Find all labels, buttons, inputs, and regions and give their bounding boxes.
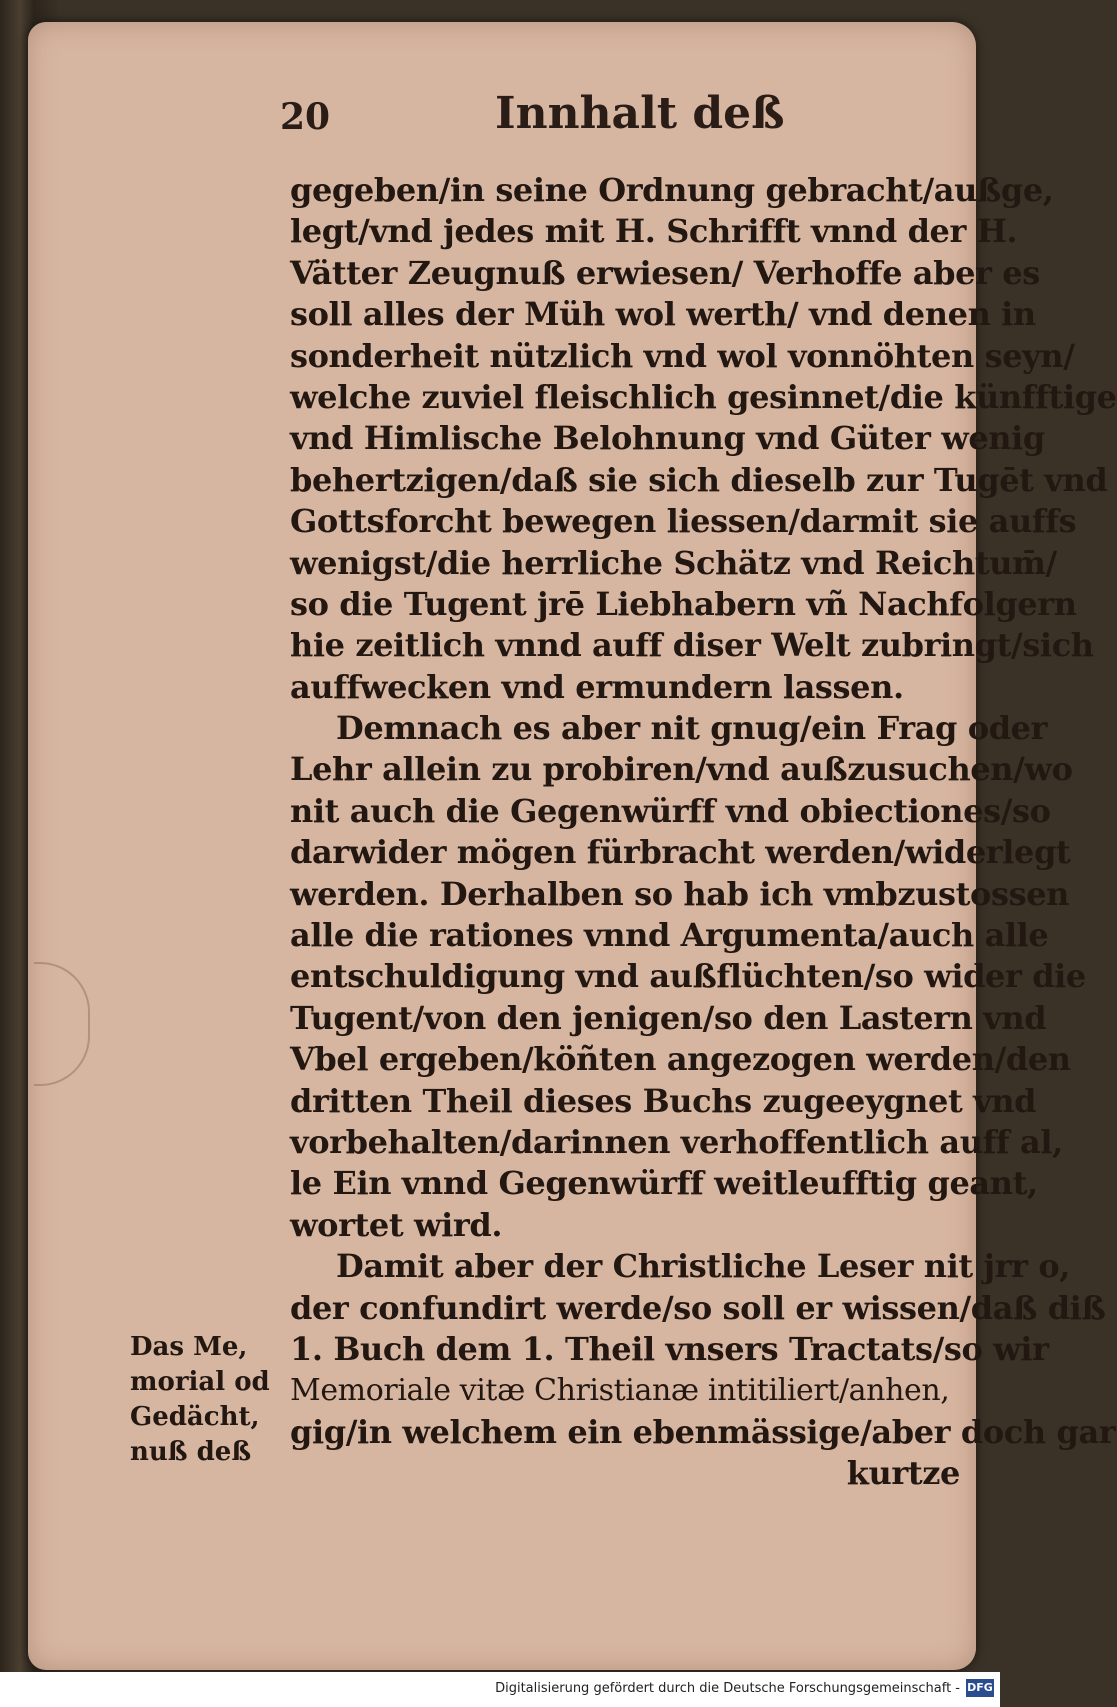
text-line: gig/in welchem ein ebenmässige/aber doch gar [290,1412,1116,1451]
text-line: gegeben/in seine Ordnung gebracht/außge, [290,171,1054,209]
text-line: welche zuviel fleischlich gesinnet/die künfftige [290,377,1117,416]
margin-note [130,1330,280,1470]
margin-note-line: Gedächt, [130,1402,260,1432]
text-line-latin: Memoriale vitæ Christianæ intitiliert/anhen, [290,1373,950,1409]
text-line: le Ein vnnd Gegenwürff weitleufftig geant, [290,1164,1038,1203]
text-line: sonderheit nützlich vnd wol vonnöhten seyn/ [290,336,1075,375]
text-line: alle die rationes vnnd Argumenta/auch alle [290,916,1049,955]
body-text [290,170,1117,1495]
digitization-footer [0,1672,1000,1707]
text-line: auffwecken vnd ermundern lassen. [290,667,904,706]
text-line: Gottsforcht bewegen liessen/darmit sie auffs [290,502,1077,541]
text-line: der confundirt werde/so soll er wissen/daß diß [290,1288,1106,1327]
page-number: 20 [280,96,331,138]
footer-credit: Digitalisierung gefördert durch die Deutsche Forschungsgemeinschaft - [495,1681,960,1696]
text-line: hie zeitlich vnnd auff diser Welt zubringt/sich [290,626,1094,665]
text-line: behertzigen/daß sie sich dieselb zur Tugēt vnd [290,460,1108,499]
text-line: entschuldigung vnd außflüchten/so wider die [290,957,1086,996]
text-line: darwider mögen fürbracht werden/widerlegt [290,833,1071,872]
text-line: Tugent/von den jenigen/so den Lastern vnd [290,998,1047,1037]
text-line: Lehr allein zu probiren/vnd außzusuchen/wo [290,750,1073,789]
text-line: 1. Buch dem 1. Theil vnsers Tractats/so wir [290,1329,1049,1368]
text-line: Vätter Zeugnuß erwiesen/ Verhoffe aber es [290,253,1040,292]
paragraph-start-line: Demnach es aber nit gnug/ein Frag oder [336,709,1048,748]
page-header [280,88,920,148]
margin-note-line: nuß deß [130,1437,252,1467]
dfg-logo: DFG [966,1679,994,1697]
text-line: legt/vnd jedes mit H. Schrifft vnnd der H. [290,212,1018,251]
paragraph-start-line: Damit aber der Christliche Leser nit jrr o, [336,1247,1071,1286]
page-edge [34,962,90,1086]
catchword: kurtze [846,1454,960,1493]
text-line: Vbel ergeben/köñten angezogen werden/den [290,1040,1071,1079]
text-line: wenigst/die herrliche Schätz vnd Reichtum̄/ [290,543,1057,582]
text-line: so die Tugent jrē Liebhabern vñ Nachfolgern [290,584,1077,623]
text-line: wortet wird. [290,1205,503,1244]
text-line: soll alles der Müh wol werth/ vnd denen in [290,295,1036,334]
running-head: Innhalt deß [495,88,785,139]
margin-note-line: morial od [130,1367,270,1397]
text-line: vnd Himlische Belohnung vnd Güter wenig [290,419,1045,458]
text-line: werden. Derhalben so hab ich vmbzustossen [290,874,1070,913]
margin-note-line: Das Me, [130,1332,248,1362]
text-line: nit auch die Gegenwürff vnd obiectiones/so [290,791,1051,830]
text-line: vorbehalten/darinnen verhoffentlich auff al, [290,1122,1063,1161]
text-line: dritten Theil dieses Buchs zugeeygnet vnd [290,1081,1037,1120]
